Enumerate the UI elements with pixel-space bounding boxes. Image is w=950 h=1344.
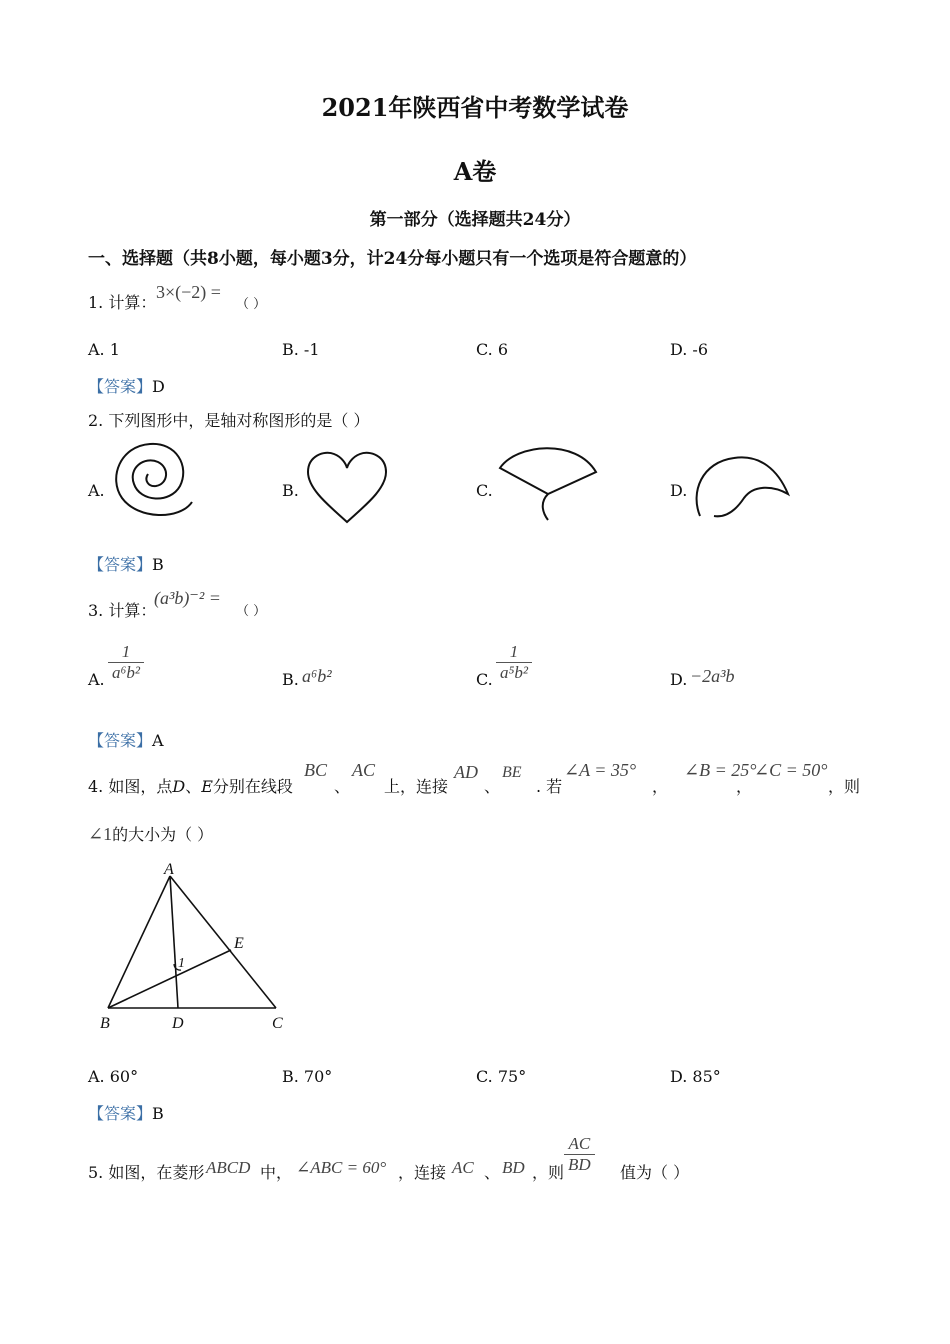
- triangle-figure: [90, 852, 300, 1037]
- label-d: D: [172, 1015, 184, 1032]
- q4-text-5: ，则: [828, 777, 861, 796]
- angle-b: ∠B = 25°: [684, 760, 757, 780]
- point-d: D: [172, 777, 186, 796]
- q1-option-d: D. -6: [670, 340, 709, 359]
- q5-text-5: 值为（ ）: [620, 1163, 690, 1182]
- q3-option-a-label: A.: [88, 670, 105, 689]
- segment-be-line: [108, 950, 231, 1008]
- ratio-fraction: [564, 1134, 595, 1175]
- angle-a: ∠A = 35°: [564, 760, 637, 780]
- q1-option-a: A. 1: [88, 340, 120, 359]
- segment-ad-line: [170, 876, 178, 1008]
- q4-text-6: 的大小为（ ）: [112, 825, 214, 844]
- spiral-icon: [110, 440, 202, 520]
- fraction-denominator: a⁵b²: [500, 663, 529, 682]
- q1-answer: [88, 374, 165, 397]
- answer-tag: 【答案】: [88, 555, 153, 574]
- q4-text-4: . 若: [536, 777, 563, 796]
- q3-option-b-label: B.: [282, 670, 299, 689]
- answer-tag: 【答案】: [88, 1104, 153, 1123]
- exam-subtitle: A卷: [453, 157, 497, 186]
- q4-option-b: B. 70°: [282, 1067, 333, 1086]
- q1-expression: 3×(−2) =: [156, 282, 221, 302]
- answer-value: B: [152, 1104, 164, 1123]
- side-ab: [108, 876, 170, 1008]
- q4-line1: [88, 774, 293, 797]
- fraction-denominator: a⁶b²: [112, 663, 141, 682]
- angle-abc: ∠ABC = 60°: [296, 1158, 387, 1177]
- q1-option-c: C. 6: [476, 340, 509, 359]
- q3-answer: [88, 728, 164, 751]
- q4-option-a: A. 60°: [88, 1067, 139, 1086]
- answer-tag: 【答案】: [88, 731, 153, 750]
- answer-tag: 【答案】: [88, 377, 153, 396]
- q4-answer: [88, 1101, 164, 1124]
- q2-option-d: D.: [670, 481, 688, 500]
- q2-option-a: A.: [88, 481, 105, 500]
- q3-option-d-label: D.: [670, 670, 688, 689]
- segment-ac: AC: [452, 1158, 474, 1177]
- separator: 、: [185, 777, 202, 796]
- q4-text-2: 分别在线段: [212, 777, 293, 796]
- exam-title: 2021年陕西省中考数学试卷: [321, 93, 629, 122]
- fan-icon: [496, 442, 600, 524]
- label-b: B: [100, 1015, 110, 1032]
- label-one: 1: [178, 956, 185, 971]
- q2-text: 2. 下列图形中，是轴对称图形的是（ ）: [88, 411, 370, 430]
- q1-paren: （ ）: [236, 297, 267, 312]
- q2-option-b: B.: [282, 481, 299, 500]
- q1-option-b: B. -1: [282, 340, 320, 359]
- label-c: C: [272, 1015, 283, 1032]
- comma: ，: [736, 777, 753, 796]
- answer-value: A: [152, 731, 164, 750]
- q5-text-3: ，连接: [398, 1163, 447, 1182]
- q2-option-c: C.: [476, 481, 493, 500]
- separator: 、: [484, 1163, 501, 1182]
- q2-answer: [88, 552, 164, 575]
- segment-ac: AC: [352, 760, 376, 780]
- angle-one: ∠1: [88, 824, 113, 844]
- side-ac: [170, 876, 276, 1008]
- q3-prefix: 3. 计算：: [88, 601, 157, 620]
- q3-expression: (a³b)⁻² =: [154, 588, 221, 608]
- q4-option-d: D. 85°: [670, 1067, 721, 1086]
- wave-icon: [690, 452, 794, 524]
- q3-option-c-fraction: [496, 642, 532, 683]
- fraction-numerator: 1: [509, 642, 519, 661]
- q3-paren: （ ）: [236, 604, 267, 619]
- q1-prefix: 1. 计算：: [88, 293, 157, 312]
- label-e: E: [234, 935, 244, 952]
- q3-option-b-value: a⁶b²: [302, 666, 332, 686]
- q3-option-c-label: C.: [476, 670, 493, 689]
- segment-bd: BD: [502, 1158, 525, 1177]
- fraction-denominator: BD: [568, 1155, 591, 1174]
- q4-text-3: 上，连接: [384, 777, 449, 796]
- separator: 、: [484, 777, 501, 796]
- q5-text-2: 中，: [260, 1163, 293, 1182]
- fraction-numerator: 1: [121, 642, 131, 661]
- q4-option-c: C. 75°: [476, 1067, 527, 1086]
- segment-ad: AD: [454, 762, 478, 782]
- point-e: E: [201, 777, 213, 796]
- section-heading: 一、选择题（共8小题，每小题3分，计24分每小题只有一个选项是符合题意的）: [88, 249, 697, 269]
- q4-line2: [88, 822, 213, 845]
- label-a: A: [164, 861, 174, 878]
- q4-text-1: 4. 如图，点: [88, 777, 173, 796]
- comma: ，: [652, 777, 669, 796]
- answer-value: D: [152, 377, 165, 396]
- q3-option-d-value: −2a³b: [690, 666, 735, 686]
- segment-be: BE: [502, 764, 522, 781]
- fraction-numerator: AC: [568, 1134, 591, 1153]
- part-heading: 第一部分（选择题共24分）: [369, 210, 581, 230]
- rhombus-abcd: ABCD: [206, 1158, 251, 1177]
- separator: 、: [334, 777, 351, 796]
- segment-bc: BC: [304, 760, 328, 780]
- heart-icon: [304, 448, 390, 526]
- q3-option-a-fraction: [108, 642, 144, 683]
- angle-c: ∠C = 50°: [754, 760, 828, 780]
- answer-value: B: [152, 555, 164, 574]
- q5-text-4: ，则: [532, 1163, 565, 1182]
- q5-text-1: 5. 如图，在菱形: [88, 1163, 205, 1182]
